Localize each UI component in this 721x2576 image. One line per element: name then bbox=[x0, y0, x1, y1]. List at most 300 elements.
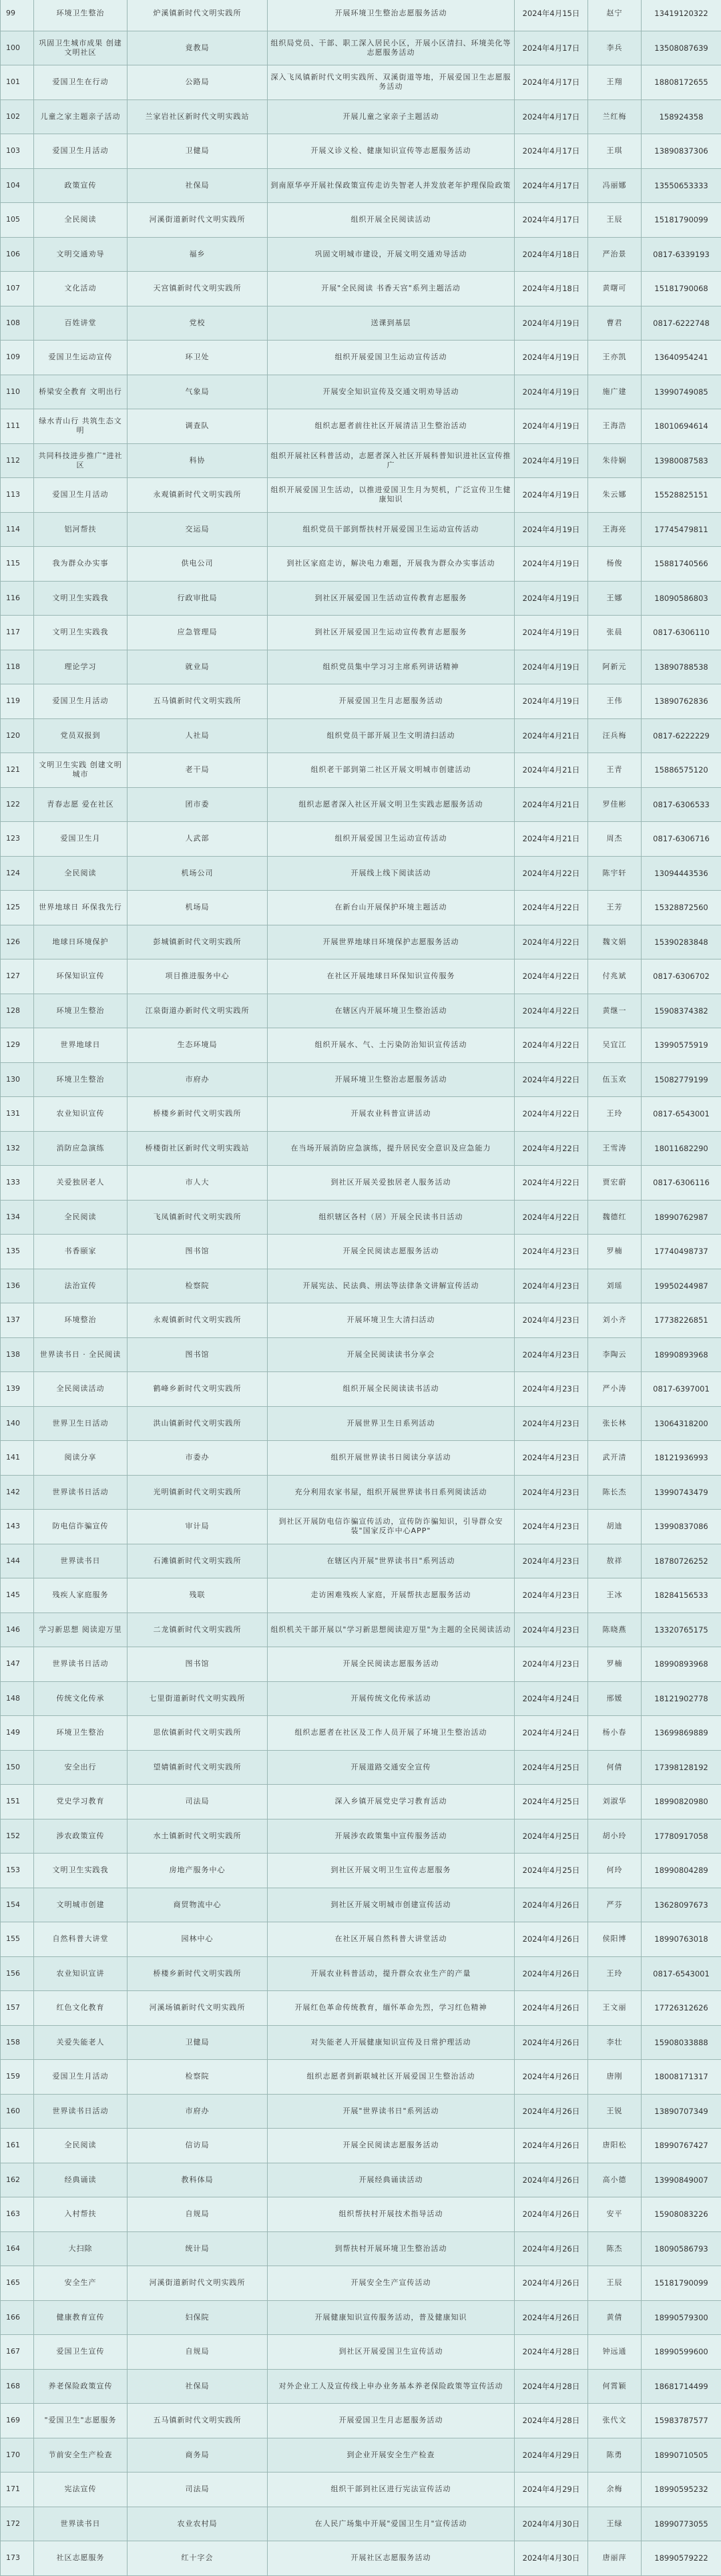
cell-phone: 17398128192 bbox=[642, 1750, 721, 1785]
cell-activity-content: 在辖区内开展环境卫生整治活动 bbox=[268, 994, 515, 1028]
cell-number: 151 bbox=[1, 1785, 34, 1819]
cell-date: 2024年4月25日 bbox=[515, 1785, 588, 1819]
cell-number: 129 bbox=[1, 1028, 34, 1063]
cell-date: 2024年4月19日 bbox=[515, 547, 588, 582]
cell-date: 2024年4月26日 bbox=[515, 1888, 588, 1922]
cell-number: 172 bbox=[1, 2507, 34, 2541]
cell-phone: 18990893968 bbox=[642, 1647, 721, 1682]
cell-activity-content: 深入飞凤镇新时代文明实践所、双溪街道等地，开展爱国卫生志愿服务活动 bbox=[268, 65, 515, 100]
cell-phone: 0817-6306702 bbox=[642, 959, 721, 994]
cell-number: 166 bbox=[1, 2300, 34, 2335]
cell-date: 2024年4月30日 bbox=[515, 2507, 588, 2541]
cell-date: 2024年4月29日 bbox=[515, 2473, 588, 2507]
cell-date: 2024年4月17日 bbox=[515, 168, 588, 203]
cell-number: 118 bbox=[1, 650, 34, 684]
cell-date: 2024年4月19日 bbox=[515, 306, 588, 341]
cell-phone: 18090586793 bbox=[642, 2231, 721, 2266]
cell-organizer: 老干局 bbox=[128, 753, 268, 788]
cell-activity-content: 开展儿童之家亲子主题活动 bbox=[268, 99, 515, 134]
table-row bbox=[1, 2438, 721, 2473]
cell-phone: 0817-6306533 bbox=[642, 787, 721, 822]
cell-date: 2024年4月23日 bbox=[515, 1544, 588, 1578]
cell-contact-person: 黄曙可 bbox=[588, 272, 642, 306]
cell-date: 2024年4月23日 bbox=[515, 1235, 588, 1269]
cell-phone: 18008171317 bbox=[642, 2060, 721, 2095]
cell-contact-person: 刘淑华 bbox=[588, 1785, 642, 1819]
cell-phone: 18010694614 bbox=[642, 409, 721, 444]
cell-contact-person: 王玲 bbox=[588, 1097, 642, 1132]
cell-organizer: 统计局 bbox=[128, 2231, 268, 2266]
cell-phone: 13980087583 bbox=[642, 443, 721, 478]
cell-phone: 0817-6222229 bbox=[642, 718, 721, 753]
cell-contact-person: 汪兵梅 bbox=[588, 718, 642, 753]
cell-phone: 18990820980 bbox=[642, 1785, 721, 1819]
cell-phone: 15908033888 bbox=[642, 2025, 721, 2060]
cell-organizer: 教科体局 bbox=[128, 2163, 268, 2197]
cell-date: 2024年4月23日 bbox=[515, 1406, 588, 1441]
cell-number: 105 bbox=[1, 203, 34, 238]
cell-number: 116 bbox=[1, 581, 34, 616]
cell-date: 2024年4月22日 bbox=[515, 1131, 588, 1166]
cell-activity-content: 组织志愿者深入社区开展文明卫生实践志愿服务活动 bbox=[268, 787, 515, 822]
cell-contact-person: 王辰 bbox=[588, 203, 642, 238]
cell-organizer: 自规局 bbox=[128, 2197, 268, 2232]
cell-phone: 13990749085 bbox=[642, 375, 721, 409]
cell-date: 2024年4月24日 bbox=[515, 1716, 588, 1751]
cell-contact-person: 胡迪 bbox=[588, 1510, 642, 1544]
cell-activity-content: 开展环境卫生整治志愿服务活动 bbox=[268, 0, 515, 31]
cell-organizer: 公路局 bbox=[128, 65, 268, 100]
cell-number: 155 bbox=[1, 1922, 34, 1957]
cell-organizer: 图书馆 bbox=[128, 1647, 268, 1682]
cell-phone: 15390283848 bbox=[642, 925, 721, 959]
cell-contact-person: 王锐 bbox=[588, 2094, 642, 2129]
cell-number: 132 bbox=[1, 1131, 34, 1166]
cell-number: 148 bbox=[1, 1681, 34, 1716]
cell-phone: 15983787577 bbox=[642, 2404, 721, 2438]
cell-date: 2024年4月23日 bbox=[515, 1441, 588, 1476]
cell-phone: 15908083226 bbox=[642, 2197, 721, 2232]
cell-activity-content: 开展"全民阅读 书香天宫"系列主题活动 bbox=[268, 272, 515, 306]
cell-phone: 13419120322 bbox=[642, 0, 721, 31]
table-row bbox=[1, 443, 721, 478]
cell-activity-name: 全民阅读 bbox=[34, 856, 128, 891]
table-row bbox=[1, 787, 721, 822]
table-row bbox=[1, 2300, 721, 2335]
cell-phone: 13890788538 bbox=[642, 650, 721, 684]
cell-activity-name: 爱国卫生月活动 bbox=[34, 134, 128, 169]
cell-date: 2024年4月19日 bbox=[515, 616, 588, 650]
cell-number: 149 bbox=[1, 1716, 34, 1751]
cell-contact-person: 魏德红 bbox=[588, 1200, 642, 1235]
cell-date: 2024年4月23日 bbox=[515, 1269, 588, 1303]
cell-number: 144 bbox=[1, 1544, 34, 1578]
cell-number: 102 bbox=[1, 99, 34, 134]
cell-organizer: 项目推进服务中心 bbox=[128, 959, 268, 994]
cell-organizer: 社保局 bbox=[128, 168, 268, 203]
cell-phone: 13990849007 bbox=[642, 2163, 721, 2197]
cell-activity-name: 绿水青山行 共筑生态文明 bbox=[34, 409, 128, 444]
cell-activity-name: 理论学习 bbox=[34, 650, 128, 684]
cell-activity-content: 巩固文明城市建设，开展文明交通劝导活动 bbox=[268, 237, 515, 272]
cell-number: 109 bbox=[1, 341, 34, 375]
table-row bbox=[1, 994, 721, 1028]
cell-phone: 13320765175 bbox=[642, 1613, 721, 1647]
cell-date: 2024年4月19日 bbox=[515, 478, 588, 513]
cell-organizer: 飞凤镇新时代文明实践所 bbox=[128, 1200, 268, 1235]
cell-contact-person: 王冰 bbox=[588, 1578, 642, 1613]
cell-phone: 15908374382 bbox=[642, 994, 721, 1028]
cell-activity-name: 爱国卫生在行动 bbox=[34, 65, 128, 100]
cell-activity-content: 开展全民阅读志愿服务活动 bbox=[268, 2129, 515, 2163]
cell-activity-content: 组织党员干部到帮扶村开展爱国卫生运动宣传活动 bbox=[268, 512, 515, 547]
cell-number: 133 bbox=[1, 1166, 34, 1201]
cell-organizer: 市人大 bbox=[128, 1166, 268, 1201]
cell-date: 2024年4月23日 bbox=[515, 1337, 588, 1372]
cell-date: 2024年4月22日 bbox=[515, 856, 588, 891]
table-row bbox=[1, 1888, 721, 1922]
cell-activity-name: 宪法宣传 bbox=[34, 2473, 128, 2507]
table-row bbox=[1, 2369, 721, 2404]
cell-number: 143 bbox=[1, 1510, 34, 1544]
table-row bbox=[1, 718, 721, 753]
cell-number: 103 bbox=[1, 134, 34, 169]
cell-date: 2024年4月22日 bbox=[515, 1200, 588, 1235]
cell-contact-person: 敖祥 bbox=[588, 1544, 642, 1578]
cell-phone: 18990763018 bbox=[642, 1922, 721, 1957]
cell-date: 2024年4月23日 bbox=[515, 1578, 588, 1613]
cell-organizer: 桥楼乡新时代文明实践所 bbox=[128, 1097, 268, 1132]
cell-organizer: 彭城镇新时代文明实践所 bbox=[128, 925, 268, 959]
cell-organizer: 鹤峰乡新时代文明实践所 bbox=[128, 1372, 268, 1407]
cell-number: 138 bbox=[1, 1337, 34, 1372]
cell-number: 157 bbox=[1, 1991, 34, 2026]
cell-contact-person: 杨俊 bbox=[588, 547, 642, 582]
table-row bbox=[1, 1303, 721, 1338]
cell-contact-person: 王雪涛 bbox=[588, 1131, 642, 1166]
cell-contact-person: 罗佳彬 bbox=[588, 787, 642, 822]
cell-organizer: 团市委 bbox=[128, 787, 268, 822]
cell-phone: 18990762987 bbox=[642, 1200, 721, 1235]
table-row bbox=[1, 1578, 721, 1613]
cell-date: 2024年4月19日 bbox=[515, 341, 588, 375]
table-row bbox=[1, 822, 721, 857]
cell-contact-person: 侯阳博 bbox=[588, 1922, 642, 1957]
cell-date: 2024年4月19日 bbox=[515, 650, 588, 684]
cell-number: 136 bbox=[1, 1269, 34, 1303]
cell-number: 126 bbox=[1, 925, 34, 959]
cell-phone: 13508087639 bbox=[642, 31, 721, 65]
cell-phone: 18990893968 bbox=[642, 1337, 721, 1372]
cell-contact-person: 王绿 bbox=[588, 2507, 642, 2541]
cell-activity-name: 世界读书日 bbox=[34, 1544, 128, 1578]
table-row bbox=[1, 1337, 721, 1372]
cell-organizer: 图书馆 bbox=[128, 1235, 268, 1269]
cell-activity-name: 大扫除 bbox=[34, 2231, 128, 2266]
cell-activity-content: 组织辖区各村（居）开展全民读书日活动 bbox=[268, 1200, 515, 1235]
cell-activity-content: 在人民广场集中开展"爱国卫生月"宣传活动 bbox=[268, 2507, 515, 2541]
table-row bbox=[1, 650, 721, 684]
cell-activity-content: 组织志愿者到新联城社区开展爱国卫生整治活动 bbox=[268, 2060, 515, 2095]
table-row bbox=[1, 1441, 721, 1476]
table-row bbox=[1, 856, 721, 891]
cell-contact-person: 王海浩 bbox=[588, 409, 642, 444]
cell-phone: 15181790068 bbox=[642, 272, 721, 306]
cell-contact-person: 冯丽娜 bbox=[588, 168, 642, 203]
cell-organizer: 永观镇新时代文明实践所 bbox=[128, 1303, 268, 1338]
cell-phone: 13064318200 bbox=[642, 1406, 721, 1441]
cell-organizer: 图书馆 bbox=[128, 1337, 268, 1372]
table-row bbox=[1, 1510, 721, 1544]
cell-contact-person: 何霄颖 bbox=[588, 2369, 642, 2404]
table-row bbox=[1, 2404, 721, 2438]
cell-number: 170 bbox=[1, 2438, 34, 2473]
table-row bbox=[1, 341, 721, 375]
cell-date: 2024年4月30日 bbox=[515, 2541, 588, 2576]
cell-organizer: 思依镇新时代文明实践所 bbox=[128, 1716, 268, 1751]
table-row bbox=[1, 547, 721, 582]
cell-number: 101 bbox=[1, 65, 34, 100]
cell-activity-content: 开展世界卫生日系列活动 bbox=[268, 1406, 515, 1441]
cell-organizer: 二龙镇新时代文明实践所 bbox=[128, 1613, 268, 1647]
cell-organizer: 社保局 bbox=[128, 2369, 268, 2404]
table-row bbox=[1, 409, 721, 444]
cell-organizer: 天宫镇新时代文明实践所 bbox=[128, 272, 268, 306]
cell-number: 113 bbox=[1, 478, 34, 513]
cell-number: 128 bbox=[1, 994, 34, 1028]
cell-number: 106 bbox=[1, 237, 34, 272]
cell-number: 145 bbox=[1, 1578, 34, 1613]
cell-date: 2024年4月26日 bbox=[515, 2060, 588, 2095]
cell-number: 167 bbox=[1, 2335, 34, 2370]
table-row bbox=[1, 512, 721, 547]
cell-date: 2024年4月23日 bbox=[515, 1303, 588, 1338]
cell-activity-name: 消防应急演练 bbox=[34, 1131, 128, 1166]
cell-phone: 13550653333 bbox=[642, 168, 721, 203]
table-row bbox=[1, 2094, 721, 2129]
cell-activity-content: 到社区开展爱国卫生运动宣传教育志愿服务 bbox=[268, 616, 515, 650]
cell-number: 122 bbox=[1, 787, 34, 822]
cell-activity-content: 开展环境卫生大清扫活动 bbox=[268, 1303, 515, 1338]
cell-activity-name: 社区志愿服务 bbox=[34, 2541, 128, 2576]
table-row bbox=[1, 2266, 721, 2301]
cell-phone: 18990595232 bbox=[642, 2473, 721, 2507]
table-row bbox=[1, 925, 721, 959]
cell-organizer: 科协 bbox=[128, 443, 268, 478]
cell-contact-person: 李兵 bbox=[588, 31, 642, 65]
cell-contact-person: 陈勇 bbox=[588, 2438, 642, 2473]
cell-activity-content: 组织开展水、气、土污染防治知识宣传活动 bbox=[268, 1028, 515, 1063]
table-row bbox=[1, 168, 721, 203]
cell-contact-person: 武开清 bbox=[588, 1441, 642, 1476]
cell-activity-content: 组织帮扶村开展技术指导活动 bbox=[268, 2197, 515, 2232]
cell-contact-person: 高小德 bbox=[588, 2163, 642, 2197]
cell-activity-name: 全民阅读 bbox=[34, 1200, 128, 1235]
cell-organizer: 调查队 bbox=[128, 409, 268, 444]
table-row bbox=[1, 306, 721, 341]
cell-activity-content: 开展全民阅读志愿服务活动 bbox=[268, 1647, 515, 1682]
cell-activity-name: 文明卫生实践我 bbox=[34, 1854, 128, 1888]
cell-date: 2024年4月26日 bbox=[515, 2300, 588, 2335]
cell-organizer: 自规局 bbox=[128, 2335, 268, 2370]
cell-contact-person: 王海亮 bbox=[588, 512, 642, 547]
cell-contact-person: 魏文娟 bbox=[588, 925, 642, 959]
cell-date: 2024年4月26日 bbox=[515, 2163, 588, 2197]
cell-number: 150 bbox=[1, 1750, 34, 1785]
cell-organizer: 江泉街道办新时代文明实践所 bbox=[128, 994, 268, 1028]
cell-date: 2024年4月17日 bbox=[515, 65, 588, 100]
table-row bbox=[1, 65, 721, 100]
cell-contact-person: 严治景 bbox=[588, 237, 642, 272]
cell-activity-content: 开展经典诵读活动 bbox=[268, 2163, 515, 2197]
cell-organizer: 检察院 bbox=[128, 2060, 268, 2095]
cell-number: 125 bbox=[1, 891, 34, 925]
cell-activity-content: 开展传统文化传承活动 bbox=[268, 1681, 515, 1716]
cell-organizer: 残联 bbox=[128, 1578, 268, 1613]
cell-organizer: 交运局 bbox=[128, 512, 268, 547]
cell-date: 2024年4月25日 bbox=[515, 1819, 588, 1854]
cell-date: 2024年4月23日 bbox=[515, 1510, 588, 1544]
cell-date: 2024年4月22日 bbox=[515, 1028, 588, 1063]
table-row bbox=[1, 1235, 721, 1269]
cell-date: 2024年4月22日 bbox=[515, 1097, 588, 1132]
cell-phone: 15886575120 bbox=[642, 753, 721, 788]
cell-activity-content: 开展农业科普宣讲活动 bbox=[268, 1097, 515, 1132]
cell-activity-content: 开展"世界读书日"系列活动 bbox=[268, 2094, 515, 2129]
cell-date: 2024年4月26日 bbox=[515, 1922, 588, 1957]
cell-date: 2024年4月22日 bbox=[515, 891, 588, 925]
cell-phone: 158924358 bbox=[642, 99, 721, 134]
cell-activity-name: 环保知识宣传 bbox=[34, 959, 128, 994]
cell-phone: 18011682290 bbox=[642, 1131, 721, 1166]
cell-activity-name: 安全生产 bbox=[34, 2266, 128, 2301]
cell-contact-person: 何玲 bbox=[588, 1854, 642, 1888]
table-row bbox=[1, 203, 721, 238]
cell-number: 162 bbox=[1, 2163, 34, 2197]
cell-activity-name: 爱国卫生月活动 bbox=[34, 2060, 128, 2095]
cell-contact-person: 王翔 bbox=[588, 65, 642, 100]
cell-contact-person: 王娜 bbox=[588, 581, 642, 616]
cell-activity-content: 在当场开展消防应急演练，提升居民安全意识及应急能力 bbox=[268, 1131, 515, 1166]
table-row bbox=[1, 1269, 721, 1303]
table-row bbox=[1, 2473, 721, 2507]
cell-activity-name: 世界卫生日活动 bbox=[34, 1406, 128, 1441]
cell-activity-name: 关爱独居老人 bbox=[34, 1166, 128, 1201]
cell-activity-name: 政策宣传 bbox=[34, 168, 128, 203]
table-row bbox=[1, 1475, 721, 1510]
cell-contact-person: 安平 bbox=[588, 2197, 642, 2232]
cell-contact-person: 伍玉欢 bbox=[588, 1062, 642, 1097]
cell-number: 124 bbox=[1, 856, 34, 891]
cell-date: 2024年4月19日 bbox=[515, 375, 588, 409]
cell-phone: 13990837086 bbox=[642, 1510, 721, 1544]
cell-contact-person: 李陶云 bbox=[588, 1337, 642, 1372]
cell-activity-name: 百姓讲堂 bbox=[34, 306, 128, 341]
cell-contact-person: 刘瑶 bbox=[588, 1269, 642, 1303]
cell-organizer: 气象局 bbox=[128, 375, 268, 409]
table-row bbox=[1, 1991, 721, 2026]
cell-organizer: 福乡 bbox=[128, 237, 268, 272]
cell-phone: 0817-6306716 bbox=[642, 822, 721, 857]
cell-contact-person: 张长林 bbox=[588, 1406, 642, 1441]
cell-activity-name: 爱国卫生运动宣传 bbox=[34, 341, 128, 375]
cell-date: 2024年4月28日 bbox=[515, 2369, 588, 2404]
table-row bbox=[1, 1166, 721, 1201]
cell-number: 115 bbox=[1, 547, 34, 582]
cell-contact-person: 黄倩 bbox=[588, 2300, 642, 2335]
cell-contact-person: 胡小玲 bbox=[588, 1819, 642, 1854]
cell-organizer: 望婧镇新时代文明实践所 bbox=[128, 1750, 268, 1785]
table-row bbox=[1, 1097, 721, 1132]
cell-activity-name: 铝河帮扶 bbox=[34, 512, 128, 547]
cell-activity-content: 到社区开展文明城市创建宣传活动 bbox=[268, 1888, 515, 1922]
cell-number: 119 bbox=[1, 684, 34, 719]
cell-phone: 0817-6543001 bbox=[642, 1956, 721, 1991]
cell-activity-content: 开展农业科普活动，提升群众农业生产的产量 bbox=[268, 1956, 515, 1991]
cell-number: 161 bbox=[1, 2129, 34, 2163]
cell-organizer: 竟教局 bbox=[128, 31, 268, 65]
cell-phone: 0817-6222748 bbox=[642, 306, 721, 341]
cell-date: 2024年4月21日 bbox=[515, 787, 588, 822]
cell-phone: 17780917058 bbox=[642, 1819, 721, 1854]
cell-activity-name: 儿童之家主题亲子活动 bbox=[34, 99, 128, 134]
cell-phone: 18121902778 bbox=[642, 1681, 721, 1716]
cell-organizer: 生态环境局 bbox=[128, 1028, 268, 1063]
cell-activity-content: 组织开展全民阅读活动 bbox=[268, 203, 515, 238]
table-row bbox=[1, 2335, 721, 2370]
cell-contact-person: 张晨 bbox=[588, 616, 642, 650]
cell-organizer: 就业局 bbox=[128, 650, 268, 684]
cell-activity-content: 组织开展爱国卫生活动，以推进爱国卫生月为契机，广泛宣传卫生健康知识 bbox=[268, 478, 515, 513]
cell-date: 2024年4月21日 bbox=[515, 753, 588, 788]
cell-organizer: 卫健局 bbox=[128, 2025, 268, 2060]
cell-contact-person: 王亦凯 bbox=[588, 341, 642, 375]
cell-activity-name: 地球日环境保护 bbox=[34, 925, 128, 959]
cell-date: 2024年4月17日 bbox=[515, 31, 588, 65]
cell-contact-person: 王玲 bbox=[588, 1956, 642, 1991]
cell-activity-name: 我为群众办实事 bbox=[34, 547, 128, 582]
cell-organizer: 行政审批局 bbox=[128, 581, 268, 616]
cell-date: 2024年4月17日 bbox=[515, 134, 588, 169]
cell-activity-name: 世界读书日 bbox=[34, 2507, 128, 2541]
cell-activity-content: 组织老干部到第二社区开展文明城市创建活动 bbox=[268, 753, 515, 788]
cell-activity-content: 组织机关干部开展以"学习新思想阅读迎万里"为主题的全民阅读活动 bbox=[268, 1613, 515, 1647]
cell-date: 2024年4月22日 bbox=[515, 925, 588, 959]
cell-activity-name: 党员双报到 bbox=[34, 718, 128, 753]
cell-number: 156 bbox=[1, 1956, 34, 1991]
cell-activity-name: 文明卫生实践我 bbox=[34, 581, 128, 616]
cell-number: 147 bbox=[1, 1647, 34, 1682]
cell-date: 2024年4月26日 bbox=[515, 1991, 588, 2026]
cell-number: 154 bbox=[1, 1888, 34, 1922]
cell-organizer: 园林中心 bbox=[128, 1922, 268, 1957]
cell-contact-person: 王伟 bbox=[588, 684, 642, 719]
cell-activity-name: 共同科技进步推广"进社区 bbox=[34, 443, 128, 478]
cell-phone: 13628097673 bbox=[642, 1888, 721, 1922]
cell-date: 2024年4月29日 bbox=[515, 2438, 588, 2473]
cell-contact-person: 付兆斌 bbox=[588, 959, 642, 994]
cell-phone: 18681714499 bbox=[642, 2369, 721, 2404]
cell-activity-content: 送课到基层 bbox=[268, 306, 515, 341]
cell-activity-name: 残疾人家庭服务 bbox=[34, 1578, 128, 1613]
cell-number: 130 bbox=[1, 1062, 34, 1097]
cell-activity-content: 到社区开展文明卫生宣传志愿服务 bbox=[268, 1854, 515, 1888]
table-row bbox=[1, 891, 721, 925]
cell-activity-name: 文明卫生实践我 bbox=[34, 616, 128, 650]
table-row bbox=[1, 1716, 721, 1751]
cell-activity-name: 世界读书日 · 全民阅读 bbox=[34, 1337, 128, 1372]
cell-number: 100 bbox=[1, 31, 34, 65]
